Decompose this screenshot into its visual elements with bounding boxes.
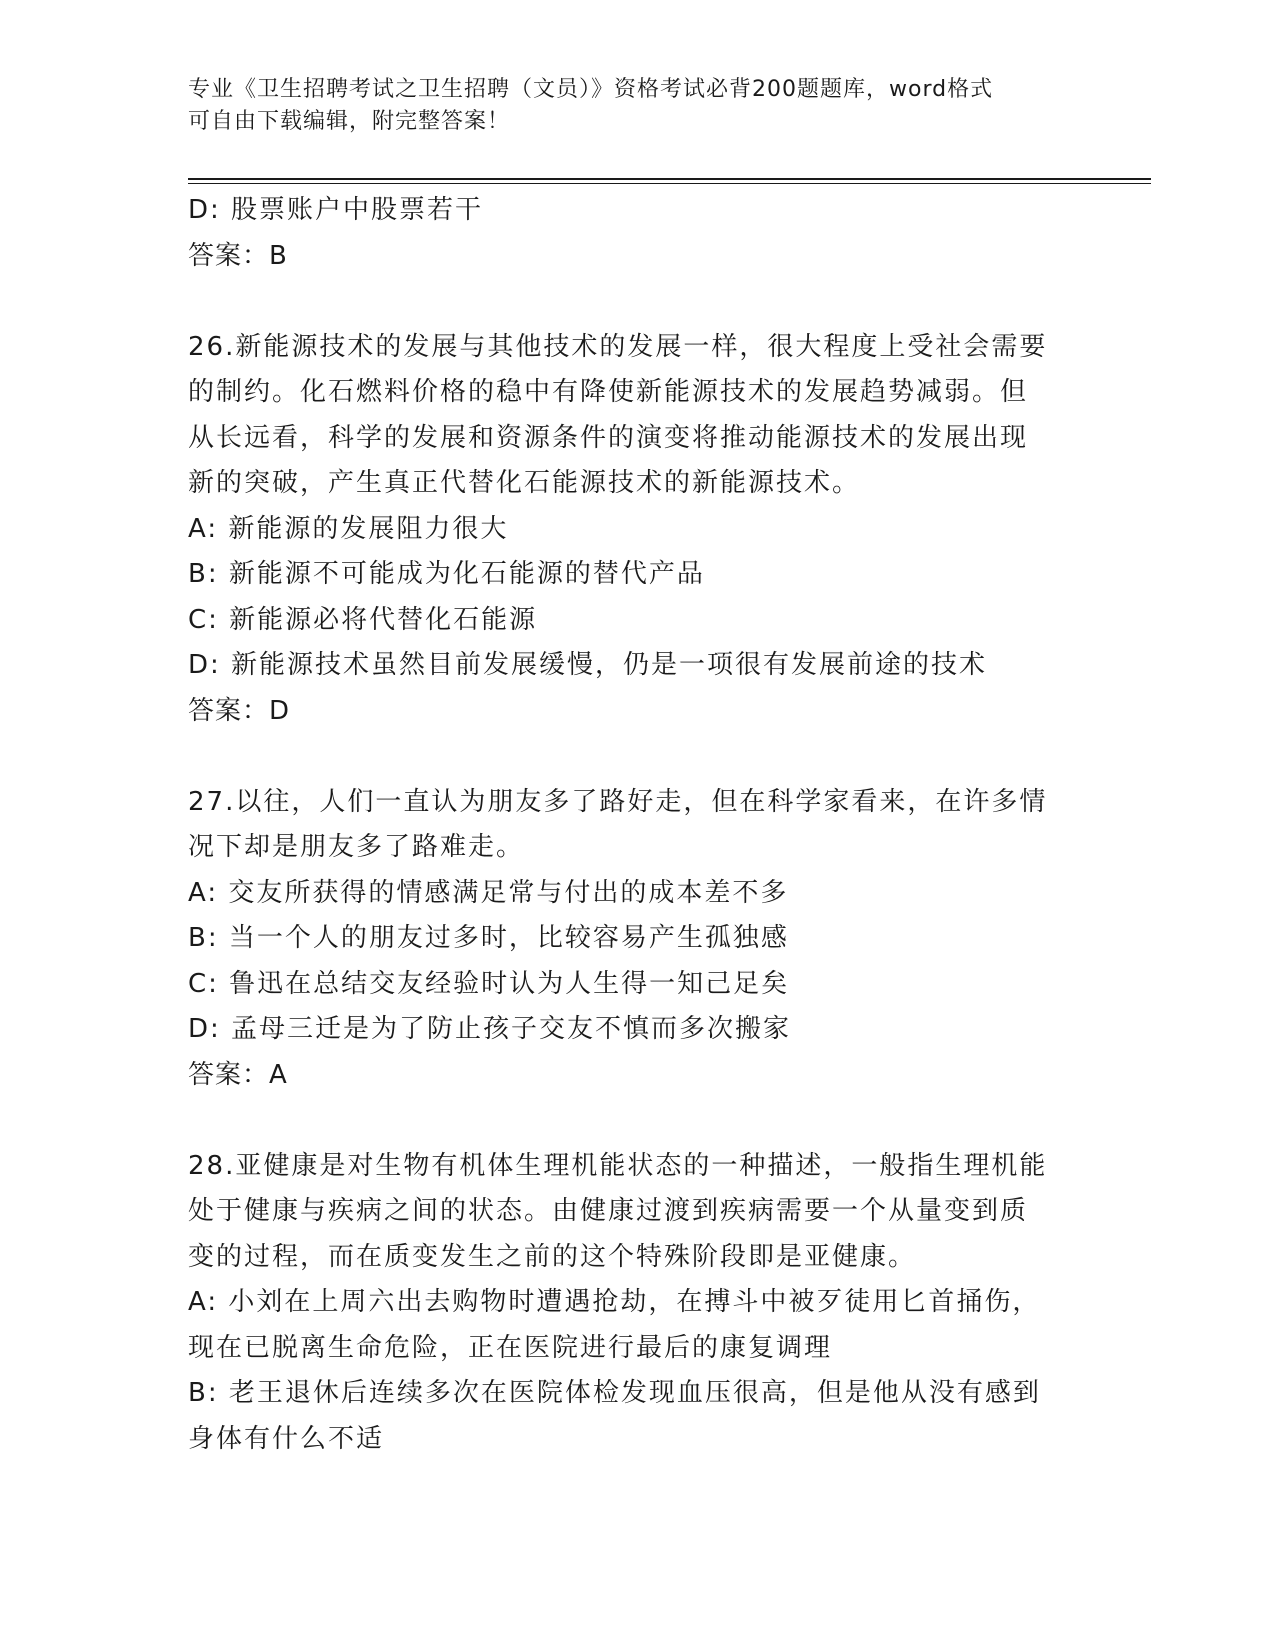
q26-answer: 答案：D	[188, 695, 291, 726]
q27-option-c: C: 鲁迅在总结交友经验时认为人生得一知己足矣	[188, 968, 790, 999]
q27-option-b: B: 当一个人的朋友过多时，比较容易产生孤独感	[188, 923, 789, 953]
q27-stem-line: 27.以往，人们一直认为朋友多了路好走，但在科学家看来，在许多情	[188, 786, 1048, 817]
q27-answer: 答案：A	[188, 1059, 288, 1090]
question-27	[188, 780, 1088, 1099]
header-line-2: 可自由下载编辑，附完整答案！	[188, 109, 511, 134]
header-divider-thin	[188, 183, 1151, 184]
prev-answer: 答案：B	[188, 240, 288, 271]
spacer	[188, 279, 1088, 325]
q27-option-a: A: 交友所获得的情感满足常与付出的成本差不多	[188, 877, 789, 908]
q26-option-b: B: 新能源不可能成为化石能源的替代产品	[188, 559, 705, 589]
q26-stem-line: 新的突破，产生真正代替化石能源技术的新能源技术。	[188, 468, 861, 498]
q28-stem-line: 处于健康与疾病之间的状态。由健康过渡到疾病需要一个从量变到质	[188, 1196, 1029, 1226]
q26-stem-line: 从长远看，科学的发展和资源条件的演变将推动能源技术的发展出现	[188, 422, 1029, 453]
prev-option-d: D: 股票账户中股票若干	[188, 195, 484, 225]
spacer	[188, 734, 1088, 780]
q26-option-a: A: 新能源的发展阻力很大	[188, 513, 509, 544]
q27-stem-line: 况下却是朋友多了路难走。	[188, 832, 525, 862]
spacer	[188, 1098, 1088, 1144]
q26-option-d: D: 新能源技术虽然目前发展缓慢，仍是一项很有发展前途的技术	[188, 650, 988, 680]
q28-option-b: B: 老王退休后连续多次在医院体检发现血压很高，但是他从没有感到	[188, 1378, 1041, 1408]
q28-stem-line: 变的过程，而在质变发生之前的这个特殊阶段即是亚健康。	[188, 1241, 917, 1272]
question-26	[188, 325, 1088, 735]
header-line-1: 专业《卫生招聘考试之卫生招聘（文员）》资格考试必背200题题库，word格式	[188, 77, 994, 102]
q28-option-b-cont: 身体有什么不适	[188, 1423, 385, 1454]
page-header	[188, 74, 1088, 138]
q27-option-d: D: 孟母三迁是为了防止孩子交友不慎而多次搬家	[188, 1014, 792, 1044]
question-content	[188, 188, 1088, 1462]
q28-option-a-cont: 现在已脱离生命危险，正在医院进行最后的康复调理	[188, 1332, 833, 1363]
question-28	[188, 1144, 1088, 1463]
q28-stem-line: 28.亚健康是对生物有机体生理机能状态的一种描述，一般指生理机能	[188, 1150, 1048, 1181]
q26-option-c: C: 新能源必将代替化石能源	[188, 604, 538, 635]
q28-option-a: A: 小刘在上周六出去购物时遭遇抢劫，在搏斗中被歹徒用匕首捅伤，	[188, 1287, 1041, 1317]
q26-stem-line: 26.新能源技术的发展与其他技术的发展一样，很大程度上受社会需要	[188, 331, 1048, 362]
q26-stem-line: 的制约。化石燃料价格的稳中有降使新能源技术的发展趋势减弱。但	[188, 377, 1029, 407]
header-divider-thick	[188, 178, 1151, 180]
